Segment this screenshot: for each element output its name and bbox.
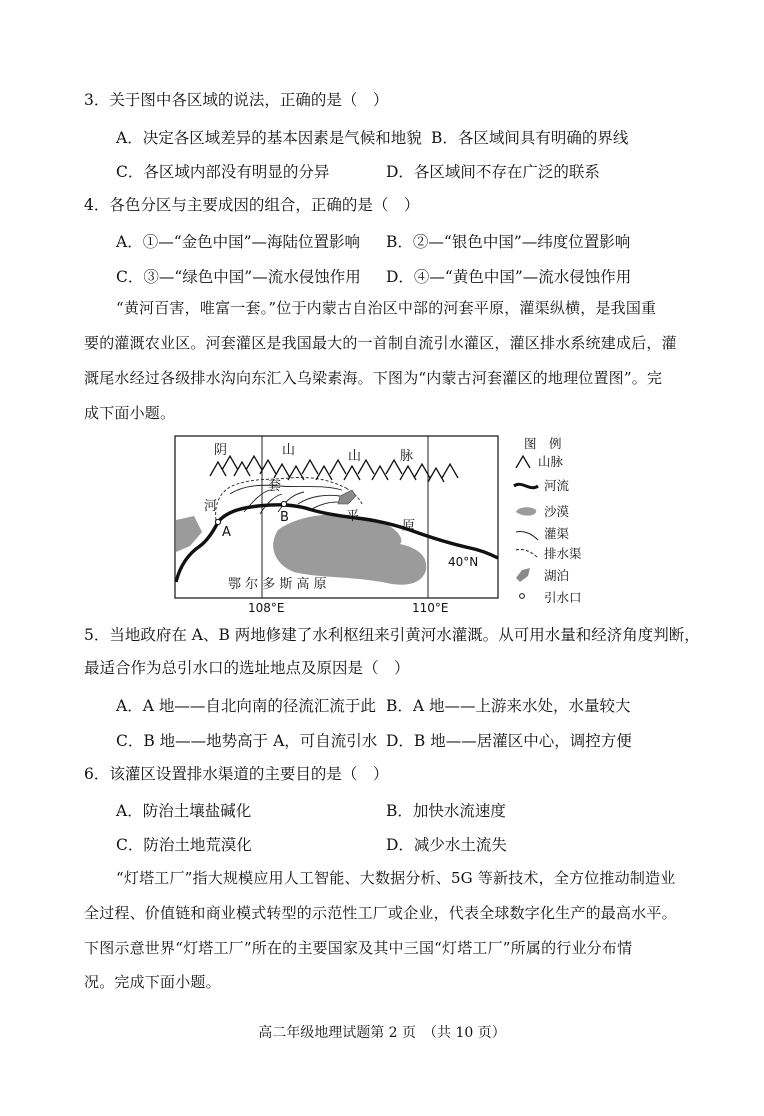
q4-stem: 4．各色分区与主要成因的组合，正确的是（ ） (84, 196, 420, 214)
q4-option-b[interactable]: B．②—“银色中国”—纬度位置影响 (386, 233, 631, 251)
passage-line: 要的灌溉农业区。河套灌区是我国最大的一首制自流引水灌区，灌区排水系统建成后，灌 (84, 334, 677, 352)
legend-label: 引水口 (544, 590, 582, 605)
page-footer: 高二年级地理试题第 2 页 （共 10 页） (258, 1025, 506, 1041)
passage-line: “黄河百害，唯富一套。”位于内蒙古自治区中部的河套平原，灌渠纵横，是我国重 (116, 299, 657, 317)
map-label-40n: 40°N (448, 555, 479, 569)
q4-option-a[interactable]: A．①—“金色中国”—海陆位置影响 (116, 233, 361, 251)
intake-point-a (215, 519, 220, 524)
q3-option-a[interactable]: A．决定各区域差异的基本因素是气候和地貌 (116, 129, 422, 147)
map-label-yin: 阴 (214, 443, 228, 458)
q6-stem: 6．该灌区设置排水渠道的主要目的是（ ） (84, 765, 389, 783)
passage-line: 成下面小题。 (84, 404, 176, 422)
hetao-irrigation-map (170, 434, 610, 616)
q5-option-b[interactable]: B．A 地——上游来水处，水量较大 (386, 697, 631, 715)
map-label-he: 河 (204, 499, 218, 514)
q4-option-d[interactable]: D．④—“黄色中国”—流水侵蚀作用 (386, 268, 632, 286)
legend-label: 排水渠 (544, 546, 582, 561)
intake-point-b (281, 501, 286, 506)
yinshan-mountains (210, 456, 458, 482)
q4-option-c[interactable]: C．③—“绿色中国”—流水侵蚀作用 (116, 268, 361, 286)
map-label-108e: 108°E (248, 601, 285, 615)
map-legend (514, 436, 582, 605)
q5-option-a[interactable]: A．A 地——自北向南的径流汇流于此 (116, 697, 376, 715)
q5-stem-line2: 最适合作为总引水口的选址地点及原因是（ ） (84, 659, 410, 677)
q5-stem-line1: 5．当地政府在 A、B 两地修建了水利枢纽来引黄河水灌溉。从可用水量和经济角度判断， (84, 626, 700, 644)
canal-icon (516, 531, 538, 540)
desert-icon (516, 507, 536, 515)
legend-label: 沙漠 (544, 504, 570, 519)
map-label-shan1: 山 (282, 443, 296, 458)
mountain-icon (516, 456, 530, 468)
map-label-110e: 110°E (412, 601, 449, 615)
map-label-ping: 平 (346, 509, 360, 524)
passage-line: 溉尾水经过各级排水沟向东汇入乌梁素海。下图为“内蒙古河套灌区的地理位置图”。完 (84, 369, 663, 387)
passage-line: 况。完成下面小题。 (84, 973, 221, 991)
map-label-a: A (222, 525, 231, 540)
map-label-yuan: 原 (402, 519, 416, 534)
passage-line: 下图示意世界“灯塔工厂”所在的主要国家及其中三国“灯塔工厂”所属的行业分布情 (84, 939, 633, 957)
legend-label: 灌渠 (544, 526, 570, 541)
legend-title: 图 例 (524, 436, 562, 451)
map-label-shan2: 山 (348, 449, 362, 464)
q3-option-b[interactable]: B．各区域间具有明确的界线 (431, 129, 629, 147)
q6-option-b[interactable]: B．加快水流速度 (386, 802, 506, 820)
drainage-icon (516, 549, 538, 558)
river-icon (514, 484, 538, 487)
q3-stem: 3．关于图中各区域的说法，正确的是（ ） (84, 91, 389, 109)
lake-icon (516, 568, 530, 582)
passage-line: “灯塔工厂”指大规模应用人工智能、大数据分析、5G 等新技术，全方位推动制造业 (116, 869, 676, 887)
irrigation-canals (230, 485, 348, 514)
passage-line: 全过程、价值链和商业模式转型的示范性工厂或企业，代表全球数字化生产的最高水平。 (84, 904, 677, 922)
intake-icon (520, 594, 525, 599)
lake-wuliangsuhai (338, 490, 356, 504)
legend-label: 湖泊 (544, 568, 570, 583)
map-label-b: B (280, 510, 289, 525)
legend-label: 山脉 (538, 454, 564, 469)
map-label-tao: 套 (268, 479, 282, 494)
q3-option-c[interactable]: C．各区域内部没有明显的分异 (116, 163, 330, 181)
map-label-mai: 脉 (400, 449, 414, 464)
q6-option-d[interactable]: D．减少水土流失 (386, 836, 507, 854)
map-label-ordos-plateau: 鄂 尔 多 斯 高 原 (228, 577, 327, 592)
q3-option-d[interactable]: D．各区域间不存在广泛的联系 (386, 163, 600, 181)
q5-option-d[interactable]: D．B 地——居灌区中心，调控方便 (386, 732, 632, 750)
q6-option-a[interactable]: A．防治土壤盐碱化 (116, 802, 252, 820)
q6-option-c[interactable]: C．防治土地荒漠化 (116, 836, 252, 854)
legend-label: 河流 (544, 478, 570, 493)
q5-option-c[interactable]: C．B 地——地势高于 A，可自流引水 (116, 732, 378, 750)
